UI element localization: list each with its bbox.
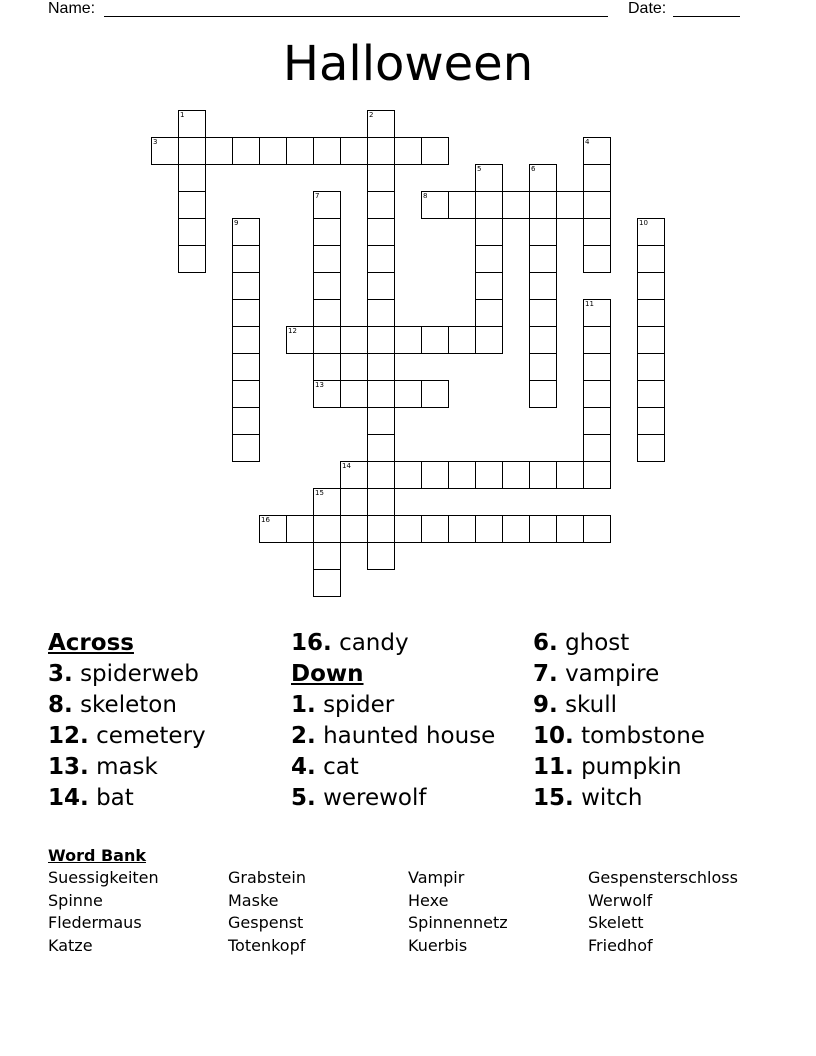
grid-cell[interactable] xyxy=(313,299,341,327)
word-bank-item: Vampir xyxy=(408,868,465,887)
grid-cell[interactable] xyxy=(367,110,395,138)
grid-cell[interactable] xyxy=(367,542,395,570)
grid-cell[interactable] xyxy=(475,245,503,273)
grid-cell[interactable] xyxy=(313,515,341,543)
cell-number: 13 xyxy=(315,381,324,389)
word-bank-item: Friedhof xyxy=(588,935,653,955)
grid-cell[interactable] xyxy=(394,326,422,354)
grid-cell[interactable] xyxy=(232,245,260,273)
cell-number: 8 xyxy=(423,192,428,200)
clue-across-13: 13. mask xyxy=(48,754,158,780)
grid-cell[interactable] xyxy=(313,380,341,408)
grid-cell[interactable] xyxy=(232,137,260,165)
cell-number: 3 xyxy=(153,138,158,146)
grid-cell[interactable] xyxy=(340,326,368,354)
clue-column-2 xyxy=(291,628,495,814)
grid-cell[interactable] xyxy=(529,461,557,489)
grid-cell[interactable] xyxy=(475,272,503,300)
page-title: Halloween xyxy=(282,36,534,92)
word-bank-item: Totenkopf xyxy=(228,935,306,955)
grid-cell[interactable] xyxy=(340,515,368,543)
grid-cell[interactable] xyxy=(178,164,206,192)
clue-down-15: 15. witch xyxy=(533,785,643,811)
grid-cell[interactable] xyxy=(475,299,503,327)
grid-cell[interactable] xyxy=(151,137,179,165)
grid-cell[interactable] xyxy=(529,353,557,381)
grid-cell[interactable] xyxy=(583,218,611,246)
grid-cell[interactable] xyxy=(475,164,503,192)
clue-across-12: 12. cemetery xyxy=(48,723,206,749)
grid-cell[interactable] xyxy=(475,326,503,354)
clue-down-5: 5. werewolf xyxy=(291,785,427,811)
grid-cell[interactable] xyxy=(313,191,341,219)
grid-cell[interactable] xyxy=(421,461,449,489)
grid-cell[interactable] xyxy=(232,326,260,354)
word-bank-item: Skelett xyxy=(588,913,644,932)
grid-cell[interactable] xyxy=(367,488,395,516)
grid-cell[interactable] xyxy=(232,434,260,462)
grid-cell[interactable] xyxy=(637,407,665,435)
cell-number: 9 xyxy=(234,219,239,227)
grid-cell[interactable] xyxy=(367,407,395,435)
grid-cell[interactable] xyxy=(367,380,395,408)
word-bank-column-2 xyxy=(228,867,408,957)
grid-cell[interactable] xyxy=(529,299,557,327)
grid-cell[interactable] xyxy=(529,272,557,300)
grid-cell[interactable] xyxy=(556,191,584,219)
grid-cell[interactable] xyxy=(232,272,260,300)
word-bank-item: Spinne xyxy=(48,890,103,910)
clue-column-3 xyxy=(533,628,705,814)
word-bank-item: Hexe xyxy=(408,890,449,910)
clue-down-1: 1. spider xyxy=(291,692,395,718)
grid-cell[interactable] xyxy=(313,326,341,354)
grid-cell[interactable] xyxy=(475,461,503,489)
grid-cell[interactable] xyxy=(583,407,611,435)
grid-cell[interactable] xyxy=(367,137,395,165)
grid-cell[interactable] xyxy=(313,218,341,246)
word-bank-item: Grabstein xyxy=(228,868,306,887)
grid-cell[interactable] xyxy=(421,380,449,408)
word-bank-column-3 xyxy=(408,867,588,957)
grid-cell[interactable] xyxy=(529,218,557,246)
word-bank-item: Gespensterschloss xyxy=(588,868,738,887)
grid-cell[interactable] xyxy=(529,245,557,273)
grid-cell[interactable] xyxy=(367,218,395,246)
grid-cell[interactable] xyxy=(259,137,287,165)
grid-cell[interactable] xyxy=(475,191,503,219)
grid-cell[interactable] xyxy=(367,164,395,192)
grid-cell[interactable] xyxy=(367,353,395,381)
grid-cell[interactable] xyxy=(421,326,449,354)
grid-cell[interactable] xyxy=(367,272,395,300)
grid-cell[interactable] xyxy=(637,272,665,300)
grid-cell[interactable] xyxy=(367,245,395,273)
grid-cell[interactable] xyxy=(313,353,341,381)
grid-cell[interactable] xyxy=(286,137,314,165)
grid-cell[interactable] xyxy=(475,218,503,246)
word-bank-column-1 xyxy=(48,867,228,957)
clue-down-11: 11. pumpkin xyxy=(533,754,682,780)
clue-down-10: 10. tombstone xyxy=(533,723,705,749)
grid-cell[interactable] xyxy=(583,461,611,489)
grid-cell[interactable] xyxy=(421,137,449,165)
grid-cell[interactable] xyxy=(340,461,368,489)
grid-cell[interactable] xyxy=(583,353,611,381)
grid-cell[interactable] xyxy=(367,515,395,543)
grid-cell[interactable] xyxy=(286,326,314,354)
grid-cell[interactable] xyxy=(367,434,395,462)
word-bank-item: Suessigkeiten xyxy=(48,868,159,887)
grid-cell[interactable] xyxy=(178,245,206,273)
grid-cell[interactable] xyxy=(313,137,341,165)
grid-cell[interactable] xyxy=(448,326,476,354)
grid-cell[interactable] xyxy=(637,245,665,273)
grid-cell[interactable] xyxy=(583,137,611,165)
grid-cell[interactable] xyxy=(583,380,611,408)
word-bank-title: Word Bank xyxy=(48,846,147,865)
clues xyxy=(0,628,816,828)
clue-across-8: 8. skeleton xyxy=(48,692,177,718)
grid-cell[interactable] xyxy=(583,515,611,543)
grid-cell[interactable] xyxy=(529,326,557,354)
cell-number: 16 xyxy=(261,516,270,524)
grid-cell[interactable] xyxy=(340,380,368,408)
grid-cell[interactable] xyxy=(583,191,611,219)
word-bank-item: Fledermaus xyxy=(48,913,142,932)
cell-number: 12 xyxy=(288,327,297,335)
grid-cell[interactable] xyxy=(367,326,395,354)
grid-cell[interactable] xyxy=(556,461,584,489)
grid-cell[interactable] xyxy=(475,515,503,543)
grid-cell[interactable] xyxy=(367,299,395,327)
cell-number: 14 xyxy=(342,462,351,470)
grid-cell[interactable] xyxy=(556,515,584,543)
grid-cell[interactable] xyxy=(637,353,665,381)
grid-cell[interactable] xyxy=(502,191,530,219)
cell-number: 10 xyxy=(639,219,648,227)
word-bank-item: Spinnennetz xyxy=(408,913,508,932)
grid-cell[interactable] xyxy=(313,245,341,273)
word-bank-item: Kuerbis xyxy=(408,935,468,955)
grid-cell[interactable] xyxy=(583,299,611,327)
grid-cell[interactable] xyxy=(340,137,368,165)
grid-cell[interactable] xyxy=(448,461,476,489)
cell-number: 2 xyxy=(369,111,374,119)
grid-cell[interactable] xyxy=(583,164,611,192)
grid-cell[interactable] xyxy=(502,515,530,543)
grid-cell[interactable] xyxy=(286,515,314,543)
grid-cell[interactable] xyxy=(367,461,395,489)
clue-column-1 xyxy=(48,628,206,814)
cell-number: 11 xyxy=(585,300,594,308)
grid-cell[interactable] xyxy=(232,299,260,327)
grid-cell[interactable] xyxy=(178,137,206,165)
grid-cell[interactable] xyxy=(637,326,665,354)
grid-cell[interactable] xyxy=(205,137,233,165)
grid-cell[interactable] xyxy=(394,380,422,408)
grid-cell[interactable] xyxy=(529,164,557,192)
clue-down-4: 4. cat xyxy=(291,754,359,780)
grid-cell[interactable] xyxy=(583,245,611,273)
grid-cell[interactable] xyxy=(637,380,665,408)
grid-cell[interactable] xyxy=(394,137,422,165)
word-bank xyxy=(48,845,788,955)
grid-cell[interactable] xyxy=(421,515,449,543)
grid-cell[interactable] xyxy=(448,515,476,543)
grid-cell[interactable] xyxy=(232,353,260,381)
grid-cell[interactable] xyxy=(583,434,611,462)
cell-number: 4 xyxy=(585,138,590,146)
down-heading: Down xyxy=(291,661,364,687)
grid-cell[interactable] xyxy=(313,488,341,516)
grid-cell[interactable] xyxy=(367,191,395,219)
grid-cell[interactable] xyxy=(529,191,557,219)
cell-number: 15 xyxy=(315,489,324,497)
name-label: Name: xyxy=(48,0,96,17)
grid-cell[interactable] xyxy=(394,515,422,543)
word-bank-item: Katze xyxy=(48,935,93,955)
grid-cell[interactable] xyxy=(529,380,557,408)
grid-cell[interactable] xyxy=(178,110,206,138)
cell-number: 5 xyxy=(477,165,482,173)
grid-cell[interactable] xyxy=(637,434,665,462)
grid-cell[interactable] xyxy=(394,461,422,489)
clue-down-7: 7. vampire xyxy=(533,661,660,687)
grid-cell[interactable] xyxy=(232,407,260,435)
cell-number: 6 xyxy=(531,165,536,173)
grid-cell[interactable] xyxy=(313,542,341,570)
clue-down-9: 9. skull xyxy=(533,692,618,718)
grid-cell[interactable] xyxy=(448,191,476,219)
grid-cell[interactable] xyxy=(178,191,206,219)
word-bank-item: Gespenst xyxy=(228,913,304,932)
grid-cell[interactable] xyxy=(259,515,287,543)
word-bank-item: Maske xyxy=(228,890,279,910)
grid-cell[interactable] xyxy=(232,380,260,408)
grid-cell[interactable] xyxy=(637,299,665,327)
grid-cell[interactable] xyxy=(583,326,611,354)
across-heading: Across xyxy=(48,630,134,656)
grid-cell[interactable] xyxy=(529,515,557,543)
grid-cell[interactable] xyxy=(232,218,260,246)
date-label: Date: xyxy=(628,0,667,17)
grid-cell[interactable] xyxy=(502,461,530,489)
grid-cell[interactable] xyxy=(178,218,206,246)
clue-across-14: 14. bat xyxy=(48,785,134,811)
clue-across-16: 16. candy xyxy=(291,630,409,656)
clue-down-6: 6. ghost xyxy=(533,630,630,656)
clue-down-2: 2. haunted house xyxy=(291,723,496,749)
grid-cell[interactable] xyxy=(637,218,665,246)
grid-cell[interactable] xyxy=(313,569,341,597)
grid-cell[interactable] xyxy=(421,191,449,219)
grid-cell[interactable] xyxy=(313,272,341,300)
cell-number: 1 xyxy=(180,111,185,119)
word-bank-column-4 xyxy=(588,867,768,957)
clue-across-3: 3. spiderweb xyxy=(48,661,199,687)
cell-number: 7 xyxy=(315,192,320,200)
word-bank-item: Werwolf xyxy=(588,890,653,910)
